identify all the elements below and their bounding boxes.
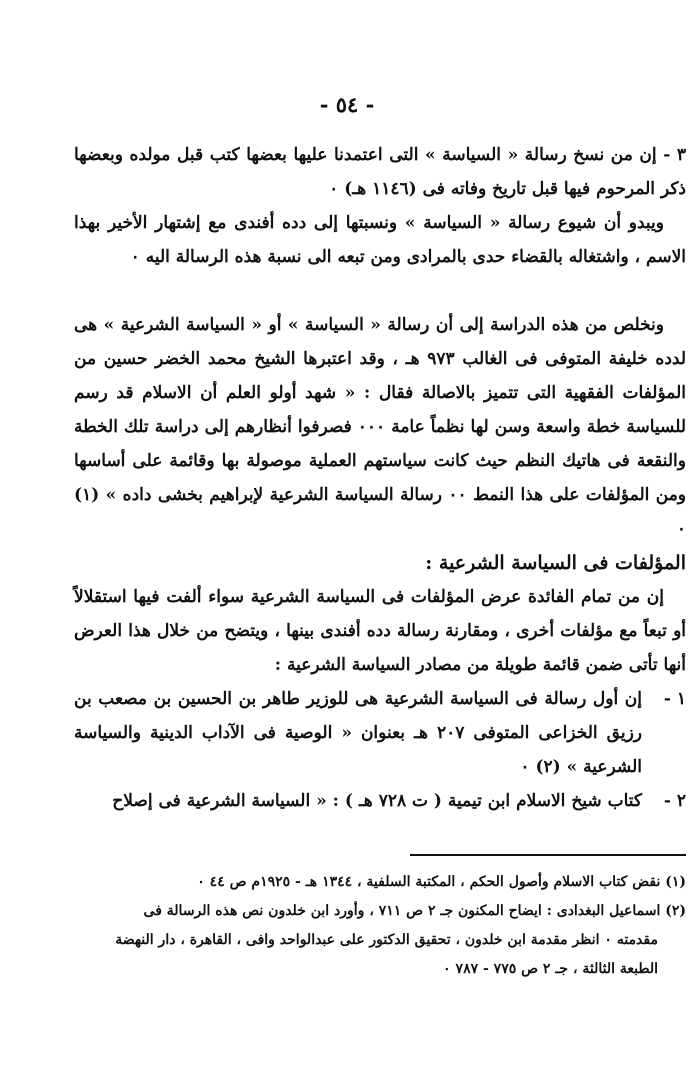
paragraph-intro-list: إن من تمام الفائدة عرض المؤلفات فى السياسة الشرعية سواء ألفت فيها استقلالاً أو تبعاً مع مؤلفات أخرى ، ومقارنة رسالة دده أفندى بينها ، ويتضح من خلال هذا العرض أنها تأتى ضمن قائمة طويلة من مصادر السياسة الشرعية : bbox=[74, 587, 686, 675]
list-item-number: ١ - bbox=[663, 689, 686, 709]
footnote-separator bbox=[410, 854, 686, 856]
footnote-2-continued: مقدمته ٠ انظر مقدمة ابن خلدون ، تحقيق الدكتور على عبدالواحد وافى ، القاهرة ، دار النهضة bbox=[115, 932, 658, 948]
paragraph-point-3: ٣ - إن من نسخ رسالة « السياسة » التى اعتمدنا عليها بعضها كتب قبل مولده وبعضها ذكر المرحوم فيها قبل تاريخ وفاته فى (١١٤٦ هـ) ٠ bbox=[74, 145, 686, 199]
paragraph-gap bbox=[74, 274, 686, 308]
footnote-2: (٢) اسماعيل البغدادى : ايضاح المكنون جـ ٢ ص ٧١١ ، وأورد ابن خلدون نص هذه الرسالة فى bbox=[143, 903, 686, 919]
list-item-number: ٢ - bbox=[663, 791, 686, 811]
footnote-1: (١) نقض كتاب الاسلام وأصول الحكم ، المكتبة السلفية ، ١٣٤٤ هـ - ١٩٢٥م ص ٤٤ ٠ bbox=[197, 874, 686, 890]
list-item bbox=[74, 784, 686, 818]
list-item-text: إن أول رسالة فى السياسة الشرعية هى للوزير طاهر بن الحسين بن مصعب بن رزيق الخزاعى المتوفى ٢٠٧ هـ بعنوان « الوصية فى الآداب الدينية والسياسة الشرعية » (٢) ٠ bbox=[74, 689, 642, 777]
footnotes bbox=[74, 868, 686, 984]
list-item-text: كتاب شيخ الاسلام ابن تيمية ( ت ٧٢٨ هـ ) : « السياسة الشرعية فى إصلاح bbox=[112, 791, 642, 811]
page-number: - ٥٤ - bbox=[319, 92, 375, 117]
section-heading: المؤلفات فى السياسة الشرعية : bbox=[425, 552, 686, 574]
main-text bbox=[74, 138, 686, 818]
footnote-2-continued: الطبعة الثالثة ، جـ ٢ ص ٧٧٥ - ٧٨٧ ٠ bbox=[443, 961, 658, 977]
list-item bbox=[74, 682, 686, 784]
paragraph-conclusion: ونخلص من هذه الدراسة إلى أن رسالة « السياسة » أو « السياسة الشرعية » هى لدده خليفة المتوفى فى الغالب ٩٧٣ هـ ، وقد اعتبرها الشيخ محمد الخضر حسين من المؤلفات الفقهية التى تتميز بالاصالة فقال : « شهد أولو العلم أن الاسلام قد رسم للسياسة خطة واسعة وسن لها نظماً عامة ٠٠٠ فصرفوا أنظارهم إلى دراسة تلك الخطة والنقعة فى هاتيك النظم حيث كانت سياستهم العملية موصولة بها وقائمة على أساسها ومن المؤلفات على هذا النمط ٠٠ رسالة السياسة الشرعية لإبراهيم بخشى داده » (١) ٠ bbox=[74, 315, 687, 539]
paragraph-popularity: ويبدو أن شيوع رسالة « السياسة » ونسبتها إلى دده أفندى مع إشتهار الأخير بهذا الاسم ، واشتغاله بالقضاء حدى بالمرادى ومن تبعه الى نسبة هذه الرسالة اليه ٠ bbox=[74, 213, 686, 267]
